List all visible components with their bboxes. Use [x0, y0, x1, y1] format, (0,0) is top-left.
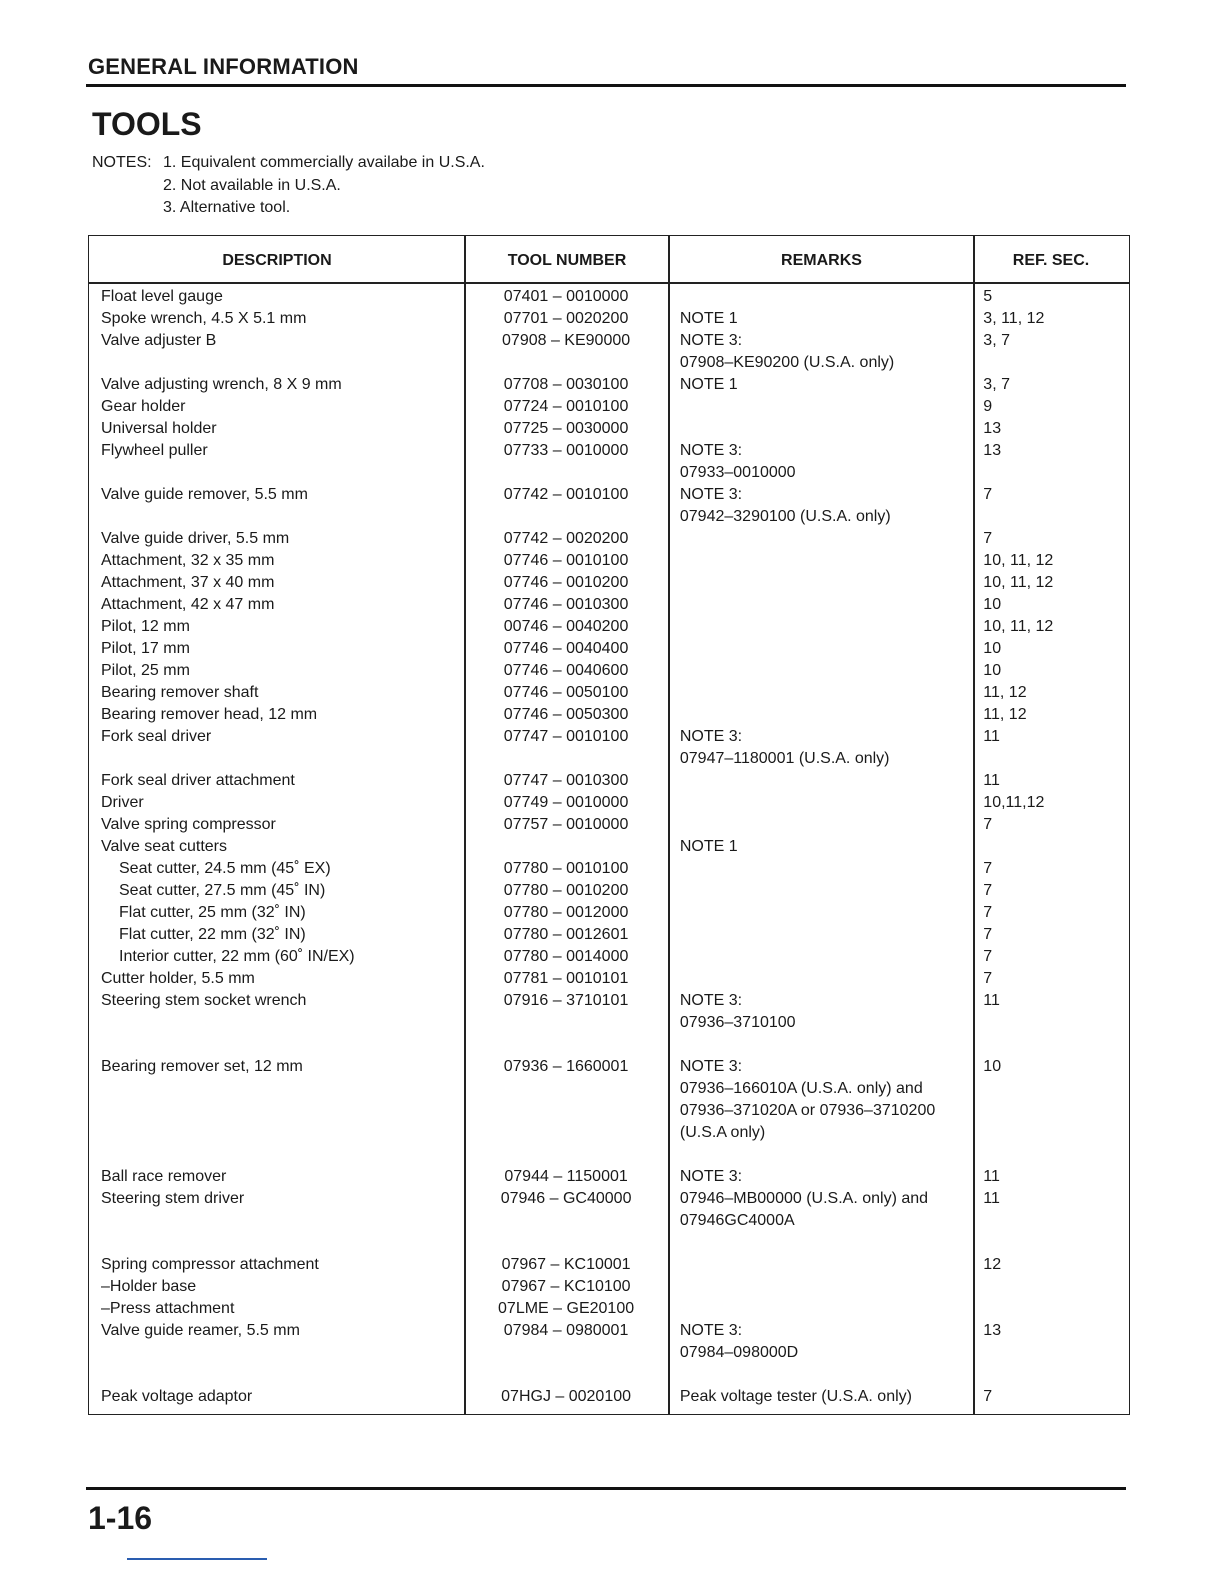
table-row: [89, 968, 1129, 990]
cell-description: Ball race remover: [101, 1168, 227, 1185]
row-spacer: [89, 1034, 1129, 1056]
cell-description: Attachment, 37 x 40 mm: [101, 574, 275, 591]
cell-description: Fork seal driver attachment: [101, 772, 295, 789]
table-row: [89, 638, 1129, 660]
note-item: 1. Equivalent commercially availabe in U.S.A.: [163, 154, 485, 171]
page-number: 1-16: [88, 1500, 153, 1536]
cell-ref-sec: [973, 352, 1129, 374]
cell-tool-number: 07780 – 0010200: [503, 882, 629, 899]
cell-description: Driver: [101, 794, 144, 811]
cell-tool-number: 07747 – 0010100: [503, 728, 629, 745]
cell-tool-number: [464, 836, 668, 858]
row-spacer: [89, 1144, 1129, 1166]
cell-ref-sec: [973, 1122, 1129, 1144]
cell-ref-sec: 13: [983, 442, 1002, 459]
table-row: [89, 1100, 1129, 1122]
cell-description: [89, 352, 464, 374]
cell-description: Peak voltage adaptor: [101, 1388, 253, 1405]
cell-ref-sec: 7: [983, 816, 993, 833]
cell-remarks: NOTE 1: [679, 376, 738, 393]
table-row: [89, 946, 1129, 968]
cell-ref-sec: 11: [983, 728, 1000, 745]
cell-remarks: 07942–3290100 (U.S.A. only): [679, 508, 891, 525]
table-row: [89, 836, 1129, 858]
table-row: [89, 924, 1129, 946]
cell-tool-number: 07LME – GE20100: [498, 1300, 635, 1317]
cell-ref-sec: 7: [983, 486, 993, 503]
cell-ref-sec: 10, 11, 12: [983, 618, 1054, 635]
table-row: [89, 1298, 1129, 1320]
table-row: [89, 792, 1129, 814]
cell-description: [89, 1210, 464, 1232]
row-spacer: [89, 1364, 1129, 1386]
cell-remarks: NOTE 3:: [679, 1168, 743, 1185]
table-row: [89, 682, 1129, 704]
cell-remarks: [668, 1298, 973, 1320]
table-row: [89, 748, 1129, 770]
cell-tool-number: 07747 – 0010300: [503, 772, 629, 789]
table-row: [89, 330, 1129, 352]
cell-remarks: [668, 902, 973, 924]
cell-remarks: [668, 880, 973, 902]
cell-ref-sec: 7: [983, 970, 993, 987]
cell-description: Attachment, 32 x 35 mm: [101, 552, 275, 569]
cell-remarks: NOTE 3:: [679, 728, 743, 745]
cell-ref-sec: 11, 12: [983, 684, 1027, 701]
header-divider: [86, 84, 1126, 87]
cell-tool-number: 07780 – 0012000: [503, 904, 629, 921]
cell-tool-number: 07749 – 0010000: [503, 794, 629, 811]
table-row: [89, 484, 1129, 506]
cell-tool-number: [464, 1012, 668, 1034]
cell-tool-number: 07967 – KC10001: [501, 1256, 631, 1273]
table-row: [89, 1342, 1129, 1364]
cell-ref-sec: 9: [983, 398, 993, 415]
cell-description: Valve guide remover, 5.5 mm: [101, 486, 308, 503]
cell-tool-number: [464, 462, 668, 484]
cell-tool-number: 07724 – 0010100: [503, 398, 629, 415]
cell-remarks: [668, 550, 973, 572]
cell-tool-number: 07401 – 0010000: [503, 288, 629, 305]
note-line: [92, 152, 485, 175]
cell-remarks: [668, 528, 973, 550]
section-title: TOOLS: [92, 106, 202, 142]
cell-description: [89, 748, 464, 770]
table-row: [89, 616, 1129, 638]
table-row: [89, 902, 1129, 924]
table-row: [89, 1254, 1129, 1276]
cell-tool-number: [464, 1122, 668, 1144]
cell-remarks: NOTE 3:: [679, 332, 743, 349]
cell-remarks: 07946GC4000A: [679, 1212, 795, 1229]
column-header-remarks: REMARKS: [781, 252, 862, 269]
cell-tool-number: [464, 506, 668, 528]
table-row: [89, 308, 1129, 330]
cell-remarks: (U.S.A only): [679, 1124, 766, 1141]
cell-tool-number: 07746 – 0040600: [503, 662, 629, 679]
cell-description: [89, 1122, 464, 1144]
cell-remarks: [668, 968, 973, 990]
row-spacer: [89, 1232, 1129, 1254]
cell-ref-sec: 3, 7: [983, 332, 1010, 349]
cell-description: Valve guide reamer, 5.5 mm: [101, 1322, 300, 1339]
table-row: [89, 858, 1129, 880]
cell-ref-sec: 10: [983, 640, 1002, 657]
cell-description: Valve guide driver, 5.5 mm: [101, 530, 290, 547]
column-header-ref-sec: REF. SEC.: [1012, 252, 1090, 269]
cell-remarks: [668, 660, 973, 682]
cell-remarks: [668, 594, 973, 616]
cell-description: Valve seat cutters: [101, 838, 227, 855]
cell-tool-number: 07746 – 0010300: [503, 596, 629, 613]
cell-description: Attachment, 42 x 47 mm: [101, 596, 275, 613]
cell-ref-sec: 7: [983, 860, 993, 877]
table-row: [89, 1188, 1129, 1210]
cell-description: Interior cutter, 22 mm (60˚ IN/EX): [119, 948, 355, 965]
table-body: [89, 286, 1129, 1408]
table-row: [89, 1166, 1129, 1188]
cell-remarks: NOTE 1: [679, 310, 738, 327]
cell-tool-number: [464, 1342, 668, 1364]
cell-remarks: [668, 704, 973, 726]
cell-ref-sec: [973, 1298, 1129, 1320]
cell-ref-sec: 11: [983, 1190, 1000, 1207]
cell-ref-sec: 7: [983, 948, 993, 965]
cell-description: [89, 1100, 464, 1122]
cell-ref-sec: 7: [983, 926, 993, 943]
cell-remarks: [668, 418, 973, 440]
table-row: [89, 462, 1129, 484]
header-row-divider: [89, 282, 1129, 284]
notes-label: NOTES:: [92, 154, 152, 171]
cell-remarks: [668, 616, 973, 638]
cell-ref-sec: [973, 836, 1129, 858]
note-item: 2. Not available in U.S.A.: [163, 176, 341, 194]
cell-description: Valve adjusting wrench, 8 X 9 mm: [101, 376, 342, 393]
cell-description: –Holder base: [101, 1278, 197, 1295]
cell-ref-sec: [973, 1012, 1129, 1034]
cell-tool-number: 00746 – 0040200: [503, 618, 629, 635]
cell-ref-sec: 11, 12: [983, 706, 1027, 723]
table-row: [89, 572, 1129, 594]
cell-ref-sec: 11: [983, 1168, 1000, 1185]
cell-ref-sec: 3, 7: [983, 376, 1010, 393]
cell-remarks: NOTE 1: [679, 838, 738, 855]
cell-ref-sec: 10: [983, 596, 1002, 613]
table-row: [89, 352, 1129, 374]
footer-divider: [86, 1487, 1126, 1490]
table-row: [89, 1386, 1129, 1408]
cell-ref-sec: [973, 748, 1129, 770]
cell-ref-sec: 13: [983, 420, 1002, 437]
cell-remarks: [668, 572, 973, 594]
cell-description: [89, 1342, 464, 1364]
cell-description: Spring compressor attachment: [101, 1256, 319, 1273]
cell-ref-sec: 10: [983, 1058, 1002, 1075]
table-row: [89, 990, 1129, 1012]
cell-remarks: [668, 814, 973, 836]
cell-tool-number: [464, 1100, 668, 1122]
cell-description: Bearing remover head, 12 mm: [101, 706, 318, 723]
cell-ref-sec: 7: [983, 882, 993, 899]
table-row: [89, 374, 1129, 396]
cell-tool-number: [464, 1210, 668, 1232]
cell-tool-number: 07733 – 0010000: [503, 442, 629, 459]
cell-ref-sec: 7: [983, 904, 993, 921]
cell-remarks: [668, 638, 973, 660]
cell-description: [89, 506, 464, 528]
table-row: [89, 1056, 1129, 1078]
cell-description: Gear holder: [101, 398, 186, 415]
cell-ref-sec: [973, 1342, 1129, 1364]
table-row: [89, 594, 1129, 616]
cell-ref-sec: 10,11,12: [983, 794, 1045, 811]
cell-tool-number: 07742 – 0020200: [503, 530, 629, 547]
cell-remarks: [668, 286, 973, 308]
cell-tool-number: [464, 352, 668, 374]
cell-description: –Press attachment: [101, 1300, 235, 1317]
table-row: [89, 528, 1129, 550]
cell-remarks: NOTE 3:: [679, 1322, 743, 1339]
cell-description: Valve spring compressor: [101, 816, 276, 833]
cell-ref-sec: 12: [983, 1256, 1002, 1273]
table-row: [89, 814, 1129, 836]
page-header-title: GENERAL INFORMATION: [88, 54, 359, 79]
table-row: [89, 550, 1129, 572]
cell-tool-number: 07916 – 3710101: [503, 992, 629, 1009]
cell-remarks: NOTE 3:: [679, 442, 743, 459]
cell-remarks: [668, 770, 973, 792]
cell-remarks: 07933–0010000: [679, 464, 796, 481]
cell-tool-number: 07936 – 1660001: [503, 1058, 629, 1075]
cell-tool-number: 07725 – 0030000: [503, 420, 629, 437]
notes-block: [92, 152, 485, 220]
cell-tool-number: 07HGJ – 0020100: [501, 1388, 632, 1405]
cell-tool-number: 07746 – 0050100: [503, 684, 629, 701]
cell-tool-number: 07946 – GC40000: [500, 1190, 632, 1207]
table-row: [89, 418, 1129, 440]
cell-remarks: [668, 924, 973, 946]
cell-ref-sec: 13: [983, 1322, 1002, 1339]
cell-ref-sec: 3, 11, 12: [983, 310, 1045, 327]
table-row: [89, 396, 1129, 418]
table-row: [89, 770, 1129, 792]
cell-remarks: [668, 682, 973, 704]
cell-ref-sec: 11: [983, 992, 1000, 1009]
cell-remarks: [668, 946, 973, 968]
cell-ref-sec: 5: [983, 288, 993, 305]
note-item: 3. Alternative tool.: [163, 199, 291, 216]
cell-tool-number: [464, 1078, 668, 1100]
cell-ref-sec: [973, 1078, 1129, 1100]
cell-ref-sec: [973, 1100, 1129, 1122]
cell-tool-number: 07780 – 0010100: [503, 860, 629, 877]
cell-remarks: [668, 1276, 973, 1298]
bottom-link-underline: [127, 1558, 267, 1560]
cell-ref-sec: 11: [983, 772, 1000, 789]
cell-tool-number: 07742 – 0010100: [503, 486, 629, 503]
cell-remarks: 07947–1180001 (U.S.A. only): [679, 750, 890, 767]
column-header-description: DESCRIPTION: [222, 252, 332, 269]
cell-tool-number: 07746 – 0040400: [503, 640, 629, 657]
table-row: [89, 440, 1129, 462]
note-line: [92, 175, 485, 198]
cell-description: [89, 1078, 464, 1100]
cell-description: Steering stem socket wrench: [101, 992, 307, 1009]
cell-tool-number: 07757 – 0010000: [503, 816, 629, 833]
cell-description: [89, 462, 464, 484]
cell-remarks: NOTE 3:: [679, 992, 743, 1009]
cell-tool-number: 07780 – 0012601: [503, 926, 629, 943]
cell-tool-number: 07967 – KC10100: [501, 1278, 631, 1295]
cell-remarks: 07946–MB00000 (U.S.A. only) and: [679, 1190, 929, 1207]
cell-tool-number: 07708 – 0030100: [503, 376, 629, 393]
cell-ref-sec: 10, 11, 12: [983, 552, 1054, 569]
cell-remarks: NOTE 3:: [679, 1058, 743, 1075]
table-row: [89, 660, 1129, 682]
cell-description: Bearing remover set, 12 mm: [101, 1058, 303, 1075]
table-row: [89, 880, 1129, 902]
cell-remarks: Peak voltage tester (U.S.A. only): [679, 1388, 912, 1405]
note-line: [92, 197, 485, 220]
cell-ref-sec: [973, 1210, 1129, 1232]
table-row: [89, 1122, 1129, 1144]
column-header-tool-number: TOOL NUMBER: [507, 252, 627, 269]
cell-remarks: 07984–098000D: [679, 1344, 799, 1361]
cell-remarks: NOTE 3:: [679, 486, 743, 503]
table-row: [89, 1012, 1129, 1034]
cell-ref-sec: 7: [983, 530, 993, 547]
cell-description: Flat cutter, 25 mm (32˚ IN): [119, 904, 306, 921]
cell-description: Pilot, 12 mm: [101, 618, 190, 635]
cell-ref-sec: 10, 11, 12: [983, 574, 1054, 591]
cell-tool-number: 07746 – 0010200: [503, 574, 629, 591]
cell-tool-number: 07944 – 1150001: [504, 1168, 628, 1185]
cell-description: Pilot, 17 mm: [101, 640, 190, 657]
cell-ref-sec: [973, 506, 1129, 528]
cell-remarks: [668, 396, 973, 418]
cell-remarks: [668, 1254, 973, 1276]
cell-description: Float level gauge: [101, 288, 223, 305]
table-row: [89, 286, 1129, 308]
cell-tool-number: 07746 – 0010100: [503, 552, 629, 569]
cell-tool-number: 07746 – 0050300: [503, 706, 629, 723]
cell-remarks: 07936–166010A (U.S.A. only) and: [679, 1080, 923, 1097]
cell-description: Flat cutter, 22 mm (32˚ IN): [119, 926, 306, 943]
cell-ref-sec: 10: [983, 662, 1002, 679]
cell-tool-number: 07701 – 0020200: [503, 310, 629, 327]
cell-remarks: [668, 858, 973, 880]
cell-tool-number: [464, 748, 668, 770]
table-row: [89, 704, 1129, 726]
cell-description: Bearing remover shaft: [101, 684, 259, 701]
table-row: [89, 1078, 1129, 1100]
cell-ref-sec: [973, 462, 1129, 484]
cell-description: Spoke wrench, 4.5 X 5.1 mm: [101, 310, 307, 327]
cell-tool-number: 07908 – KE90000: [502, 332, 631, 349]
tools-table: [88, 235, 1130, 1415]
cell-tool-number: 07781 – 0010101: [503, 970, 629, 987]
cell-remarks: [668, 792, 973, 814]
table-row: [89, 1320, 1129, 1342]
cell-description: [89, 1012, 464, 1034]
cell-description: Pilot, 25 mm: [101, 662, 190, 679]
cell-description: Fork seal driver: [101, 728, 212, 745]
cell-description: Seat cutter, 27.5 mm (45˚ IN): [119, 882, 326, 899]
cell-description: Flywheel puller: [101, 442, 208, 459]
cell-remarks: 07936–3710100: [679, 1014, 796, 1031]
table-row: [89, 1210, 1129, 1232]
cell-remarks: 07908–KE90200 (U.S.A. only): [679, 354, 895, 371]
cell-tool-number: 07780 – 0014000: [503, 948, 629, 965]
cell-description: Seat cutter, 24.5 mm (45˚ EX): [119, 860, 331, 877]
table-row: [89, 506, 1129, 528]
cell-description: Cutter holder, 5.5 mm: [101, 970, 255, 987]
cell-ref-sec: 7: [983, 1388, 993, 1405]
cell-description: Valve adjuster B: [101, 332, 217, 349]
cell-tool-number: 07984 – 0980001: [503, 1322, 629, 1339]
cell-description: Steering stem driver: [101, 1190, 245, 1207]
cell-description: Universal holder: [101, 420, 217, 437]
cell-ref-sec: [973, 1276, 1129, 1298]
table-row: [89, 726, 1129, 748]
cell-remarks: 07936–371020A or 07936–3710200: [679, 1102, 936, 1119]
table-row: [89, 1276, 1129, 1298]
